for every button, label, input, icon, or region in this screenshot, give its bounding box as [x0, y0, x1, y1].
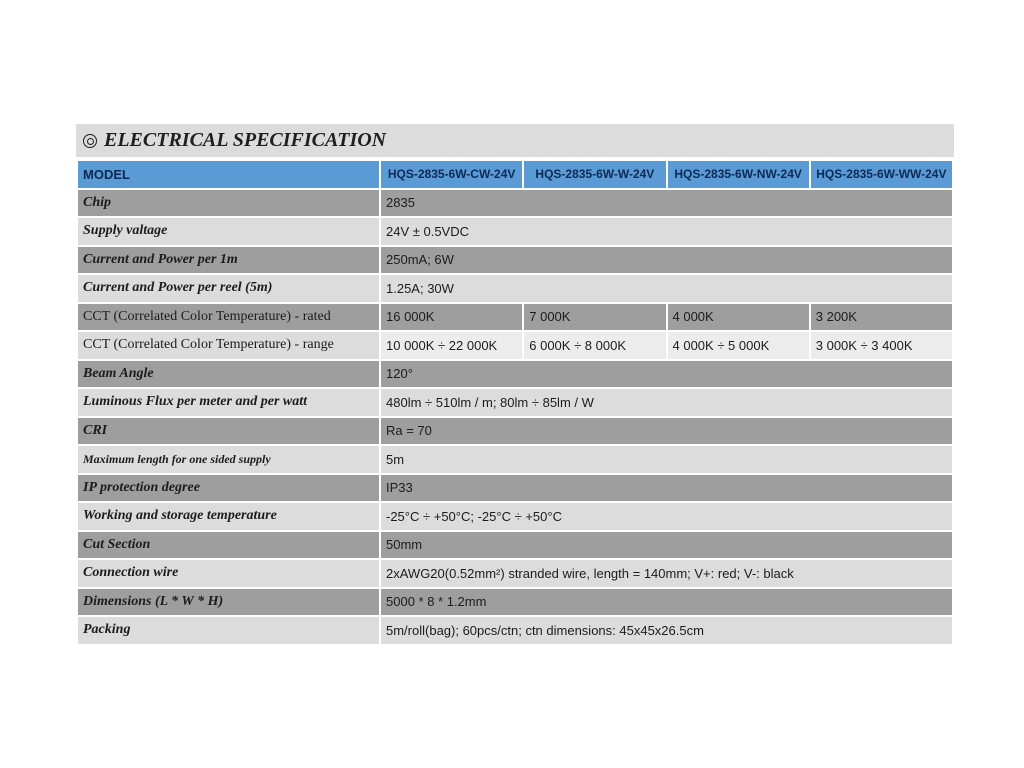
table-row — [77, 616, 953, 645]
row-value: 2835 — [380, 189, 953, 218]
row-value: 5000 * 8 * 1.2mm — [380, 588, 953, 617]
table-row — [77, 559, 953, 588]
model-header: HQS-2835-6W-W-24V — [523, 160, 666, 189]
row-value: 5m — [380, 445, 953, 474]
row-value: 1.25A; 30W — [380, 274, 953, 303]
row-value: 7 000K — [523, 303, 666, 332]
table-row — [77, 445, 953, 474]
model-header: HQS-2835-6W-CW-24V — [380, 160, 523, 189]
target-icon — [82, 133, 98, 149]
section-title-bar — [76, 124, 954, 159]
row-value: 4 000K ÷ 5 000K — [667, 331, 810, 360]
table-row — [77, 303, 953, 332]
row-label: CRI — [77, 417, 380, 446]
table-row — [77, 246, 953, 275]
row-value: 250mA; 6W — [380, 246, 953, 275]
row-value: 24V ± 0.5VDC — [380, 217, 953, 246]
table-row — [77, 360, 953, 389]
table-row — [77, 274, 953, 303]
row-label: Current and Power per 1m — [77, 246, 380, 275]
row-value: 50mm — [380, 531, 953, 560]
row-label: Maximum length for one sided supply — [77, 445, 380, 474]
electrical-specification-sheet — [76, 124, 954, 646]
row-label: Supply valtage — [77, 217, 380, 246]
section-title: ELECTRICAL SPECIFICATION — [104, 129, 387, 151]
row-value: 16 000K — [380, 303, 523, 332]
table-row — [77, 417, 953, 446]
row-label: CCT (Correlated Color Temperature) - rated — [77, 303, 380, 332]
row-label: Beam Angle — [77, 360, 380, 389]
row-label: Current and Power per reel (5m) — [77, 274, 380, 303]
row-label: Packing — [77, 616, 380, 645]
row-label: Cut Section — [77, 531, 380, 560]
table-row — [77, 331, 953, 360]
row-value: -25°C ÷ +50°C; -25°C ÷ +50°C — [380, 502, 953, 531]
table-row — [77, 502, 953, 531]
table-row — [77, 388, 953, 417]
table-row — [77, 189, 953, 218]
row-label: IP protection degree — [77, 474, 380, 503]
row-value: 2xAWG20(0.52mm²) stranded wire, length = 140mm; V+: red; V-: black — [380, 559, 953, 588]
row-value: 480lm ÷ 510lm / m; 80lm ÷ 85lm / W — [380, 388, 953, 417]
row-value: IP33 — [380, 474, 953, 503]
row-value: 5m/roll(bag); 60pcs/ctn; ctn dimensions: 45x45x26.5cm — [380, 616, 953, 645]
row-label: Working and storage temperature — [77, 502, 380, 531]
row-value: 4 000K — [667, 303, 810, 332]
model-header: HQS-2835-6W-NW-24V — [667, 160, 810, 189]
spec-table — [76, 159, 954, 646]
row-label: Luminous Flux per meter and per watt — [77, 388, 380, 417]
row-value: 3 200K — [810, 303, 953, 332]
table-row — [77, 531, 953, 560]
row-label: Connection wire — [77, 559, 380, 588]
model-header: HQS-2835-6W-WW-24V — [810, 160, 953, 189]
table-header-row — [77, 160, 953, 189]
row-value: 3 000K ÷ 3 400K — [810, 331, 953, 360]
table-row — [77, 588, 953, 617]
row-label: Dimensions (L * W * H) — [77, 588, 380, 617]
row-value: Ra = 70 — [380, 417, 953, 446]
table-row — [77, 217, 953, 246]
row-value: 6 000K ÷ 8 000K — [523, 331, 666, 360]
row-label: CCT (Correlated Color Temperature) - range — [77, 331, 380, 360]
table-row — [77, 474, 953, 503]
header-label: MODEL — [77, 160, 380, 189]
row-label: Chip — [77, 189, 380, 218]
row-value: 10 000K ÷ 22 000K — [380, 331, 523, 360]
row-value: 120° — [380, 360, 953, 389]
